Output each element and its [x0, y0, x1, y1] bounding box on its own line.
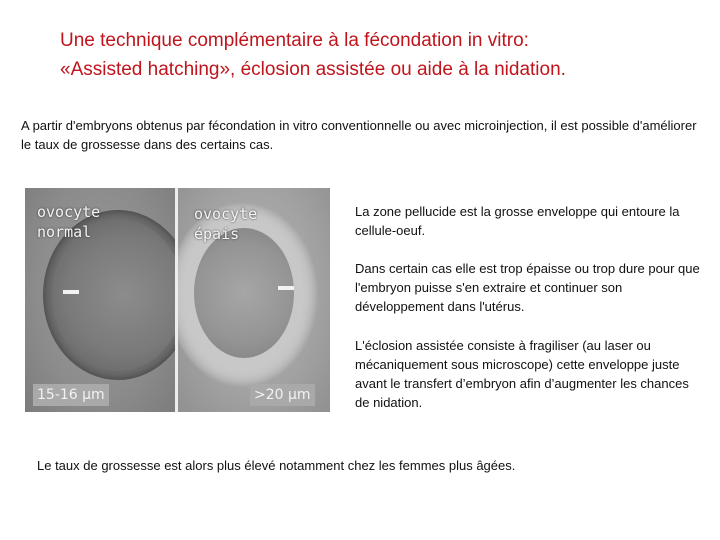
thick-oocyte-label: ovocyte épais	[194, 205, 258, 243]
intro-text: A partir d'embryons obtenus par fécondation in vitro conventionnelle ou avec microinjection, il est possible d'améliorer le taux de grossesse dans des certains cas.	[21, 118, 697, 152]
paragraph-problem: Dans certain cas elle est trop épaisse ou trop dure pour que l'embryon puisse s'en extraire et continuer son développement dans l'utérus.	[355, 261, 700, 314]
oocyte-comparison-image	[25, 188, 330, 412]
slide-title	[60, 26, 700, 84]
footer-text: Le taux de grossesse est alors plus élevé notamment chez les femmes plus âgées.	[37, 458, 516, 473]
normal-oocyte-panel	[25, 188, 175, 412]
paragraph-hatching: L'éclosion assistée consiste à fragiliser (au laser ou mécaniquement sous microscope) cette enveloppe juste avant le transfert d’embryon afin d’augmenter les chances de nidation.	[355, 338, 689, 410]
thick-thickness-marker	[278, 286, 294, 290]
thick-oocyte-cell	[194, 228, 294, 358]
title-line-2: «Assisted hatching», éclosion assistée ou aide à la nidation.	[60, 59, 566, 80]
normal-thickness-scale: 15-16 µm	[33, 384, 109, 406]
paragraph-zona: La zone pellucide est la grosse enveloppe qui entoure la cellule-oeuf.	[355, 204, 680, 238]
title-line-1: Une technique complémentaire à la fécondation in vitro:	[60, 30, 529, 51]
thick-thickness-scale: >20 µm	[250, 384, 315, 406]
normal-oocyte-label: ovocyte normal	[37, 203, 101, 241]
normal-thickness-marker	[63, 290, 79, 294]
thick-oocyte-panel	[178, 188, 330, 412]
